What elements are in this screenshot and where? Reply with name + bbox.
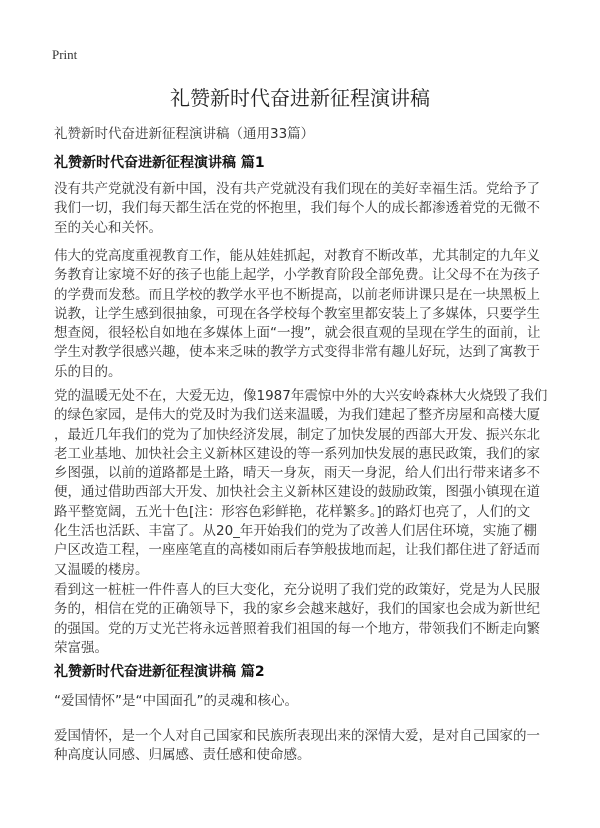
paragraph-line: 路平整宽阔，五光十色[注：形容色彩鲜艳，花样繁多。]的路灯也亮了，人们的文	[54, 503, 531, 520]
paragraph	[54, 247, 541, 382]
paragraph-line: 乐的目的。	[54, 363, 122, 380]
paragraph	[54, 727, 540, 766]
paragraph	[54, 581, 540, 658]
paragraph-line: 务的，相信在党的正确领导下，我的家乡会越来越好，我们的国家也会成为新世纪	[54, 601, 540, 618]
section-heading-2: 礼赞新时代奋进新征程演讲稿 篇2	[54, 664, 265, 680]
paragraph-line: 种高度认同感、归属感、责任感和使命感。	[54, 747, 311, 764]
paragraph-line: 没有共产党就没有新中国，没有共产党就没有我们现在的美好幸福生活。党给予了	[54, 181, 540, 197]
paragraph-line: 党的温暖无处不在，大爱无边，像1987年震惊中外的大兴安岭森林大火烧毁了我们	[54, 388, 548, 404]
paragraph-line: 便，通过借助西部大开发、加快社会主义新林区建设的鼓励政策，图强小镇现在道	[54, 484, 540, 501]
paragraph-line: 务教育让家境不好的孩子也能上起学，小学教育阶段全部免费。让父母不在为孩子	[54, 267, 540, 284]
paragraph-line: 化生活也活跃、丰富了。从20_年开始我们的党为了改善人们居住环境，实施了棚	[54, 523, 537, 540]
paragraph-line: 荣富强。	[54, 639, 108, 656]
print-link[interactable]: Print	[52, 47, 78, 62]
paragraph-line: 的学费而发愁。而且学校的教学水平也不断提高，以前老师讲课只是在一块黑板上	[54, 286, 540, 303]
paragraph	[54, 180, 540, 238]
paragraph-line: 乡图强，以前的道路都是土路，晴天一身灰，雨天一身泥，给人们出行带来诸多不	[54, 465, 540, 482]
paragraph-line: 说教，让学生感到很抽象，可现在各学校每个教室里都安装上了多媒体，只要学生	[54, 305, 540, 322]
paragraph-line: 学生对教学很感兴趣，使本来乏味的教学方式变得非常有趣儿好玩，达到了寓教于	[54, 344, 540, 361]
paragraph-line: 的绿色家园，是伟大的党及时为我们送来温暖，为我们建起了整齐房屋和高楼大厦	[54, 407, 540, 424]
paragraph-line: “爱国情怀”是“中国面孔”的灵魂和核心。	[54, 693, 298, 709]
paragraph-line: 至的关心和关怀。	[54, 219, 162, 236]
paragraph-line: 老工业基地、加快社会主义新林区建设的等一系列加快发展的惠民政策，我们的家	[54, 445, 540, 462]
subtitle: 礼赞新时代奋进新征程演讲稿（通用33篇）	[54, 126, 315, 142]
paragraph-line: 我们一切，我们每天都生活在党的怀抱里，我们每个人的成长都渗透着党的无微不	[54, 200, 540, 217]
paragraph-line: 户区改造工程，一座座笔直的高楼如雨后春笋般拔地而起，让我们都住进了舒适而	[54, 542, 540, 559]
paragraph-line: 看到这一桩桩一件件喜人的巨大变化，充分说明了我们党的政策好，党是为人民服	[54, 582, 540, 598]
paragraph	[54, 387, 548, 580]
paragraph-line: 的强国。党的万丈光芒将永远普照着我们祖国的每一个地方，带领我们不断走向繁	[54, 620, 540, 637]
paragraph-line: 爱国情怀，是一个人对自己国家和民族所表现出来的深情大爱，是对自己国家的一	[54, 728, 540, 744]
paragraph	[54, 692, 534, 711]
paragraph-line: 又温暖的楼房。	[54, 561, 149, 578]
section-heading-1: 礼赞新时代奋进新征程演讲稿 篇1	[54, 155, 265, 171]
paragraph-line: ，最近几年我们的党为了加快经济发展，制定了加快发展的西部大开发、振兴东北	[54, 426, 540, 443]
page-title: 礼赞新时代奋进新征程演讲稿	[170, 86, 430, 110]
paragraph-line: 伟大的党高度重视教育工作，能从娃娃抓起，对教育不断改革，尤其制定的九年义	[54, 248, 540, 264]
paragraph-line: 想查阅，很轻松自如地在多媒体上面“一搜”，就会很直观的呈现在学生的面前，让	[54, 325, 541, 342]
